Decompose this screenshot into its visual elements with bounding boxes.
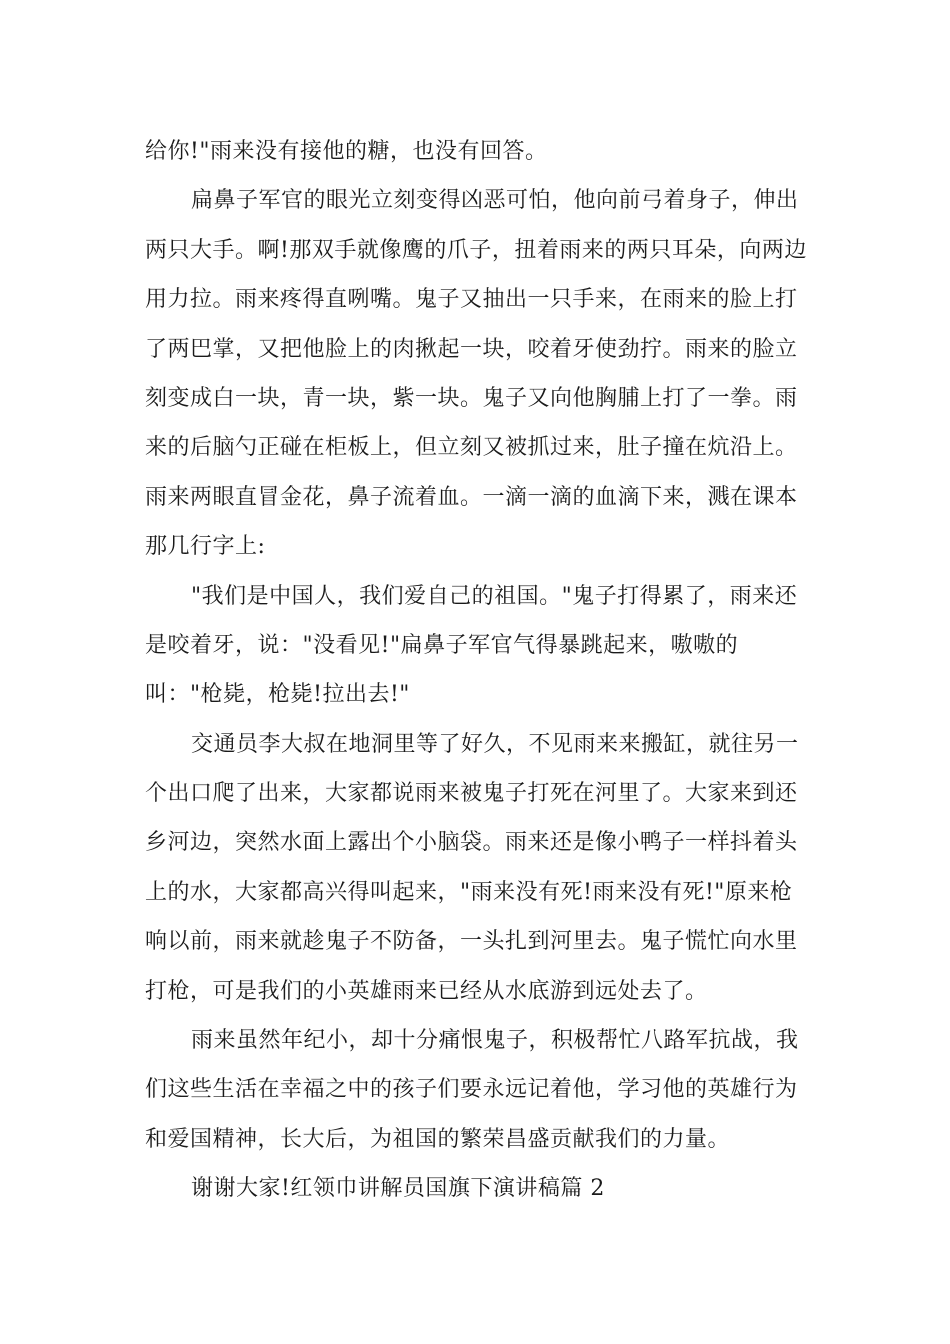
text-line: 交通员李大叔在地洞里等了好久，不见雨来来搬缸，就往另一 <box>191 731 799 757</box>
text-line: 给你!"雨来没有接他的糖，也没有回答。 <box>145 139 548 164</box>
text-line: 那几行字上: <box>145 534 266 560</box>
text-line: 雨来两眼直冒金花，鼻子流着血。一滴一滴的血滴下来，溅在课本 <box>145 484 798 510</box>
text-line: 响以前，雨来就趁鬼子不防备，一头扎到河里去。鬼子慌忙向水里 <box>145 929 798 955</box>
text-line: 来的后脑勺正碰在柜板上，但立刻又被抓过来，肚子撞在炕沿上。 <box>145 435 798 461</box>
section-heading: 谢谢大家!红领巾讲解员国旗下演讲稿篇 2 <box>191 1176 605 1202</box>
text-line: 两只大手。啊!那双手就像鹰的爪子，扭着雨来的两只耳朵，向两边 <box>145 237 807 263</box>
text-line: 用力拉。雨来疼得直咧嘴。鬼子又抽出一只手来，在雨来的脸上打 <box>145 287 798 313</box>
text-line: 雨来虽然年纪小，却十分痛恨鬼子，积极帮忙八路军抗战，我 <box>191 1028 799 1054</box>
text-line: 了两巴掌，又把他脸上的肉揪起一块，咬着牙使劲拧。雨来的脸立 <box>145 336 798 362</box>
text-line: 是咬着牙，说："没看见!"扁鼻子军官气得暴跳起来，嗷嗷的 <box>145 632 739 658</box>
text-line: 个出口爬了出来，大家都说雨来被鬼子打死在河里了。大家来到还 <box>145 781 798 807</box>
text-line: 刻变成白一块，青一块，紫一块。鬼子又向他胸脯上打了一拳。雨 <box>145 385 798 411</box>
text-line: 打枪，可是我们的小英雄雨来已经从水底游到远处去了。 <box>145 978 708 1004</box>
text-line: 叫："枪毙，枪毙!拉出去!" <box>145 682 410 708</box>
text-line: 和爱国精神，长大后，为祖国的繁荣昌盛贡献我们的力量。 <box>145 1126 731 1152</box>
document-body <box>145 127 811 1214</box>
text-line: 上的水，大家都高兴得叫起来，"雨来没有死!雨来没有死!"原来枪 <box>145 879 793 905</box>
text-line: 们这些生活在幸福之中的孩子们要永远记着他，学习他的英雄行为 <box>145 1077 798 1103</box>
text-line: "我们是中国人，我们爱自己的祖国。"鬼子打得累了，雨来还 <box>191 583 798 609</box>
text-line: 乡河边，突然水面上露出个小脑袋。雨来还是像小鸭子一样抖着头 <box>145 830 798 856</box>
text-line: 扁鼻子军官的眼光立刻变得凶恶可怕，他向前弓着身子，伸出 <box>191 188 799 214</box>
